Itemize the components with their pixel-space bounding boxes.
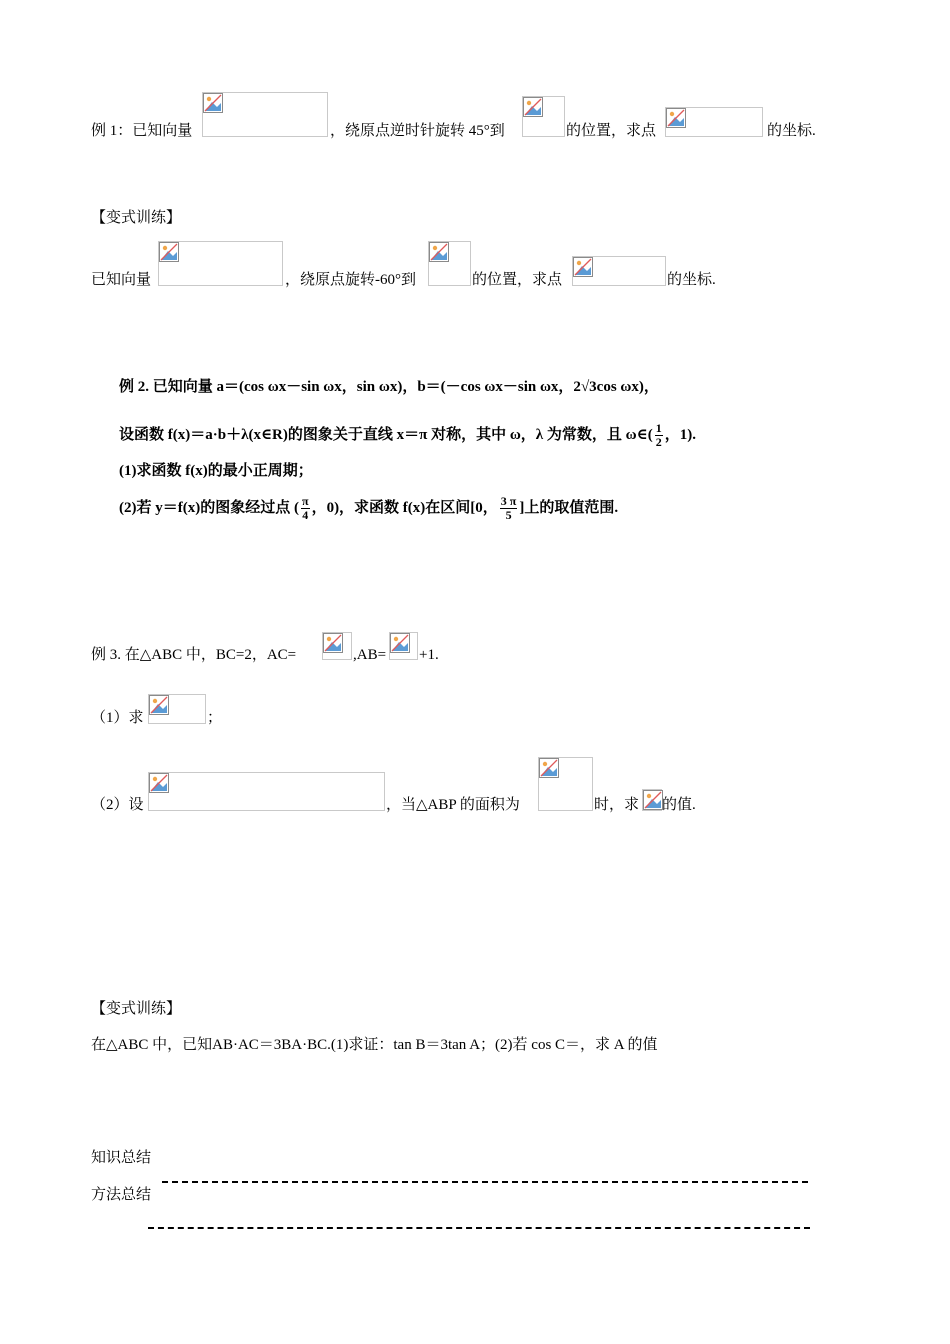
point-image-placeholder [665,107,763,137]
ex2-line4 [119,493,618,523]
variant1-mid2: 的位置，求点 [472,272,563,288]
ex2-line4-text: (2)若 y＝f(x)的图象经过点 ( [119,500,299,516]
broken-image-icon [390,633,410,653]
point-image-placeholder [572,256,666,286]
broken-image-icon [149,695,169,715]
ex2-line3: (1)求函数 f(x)的最小正周期； [119,463,313,479]
ex2-line1 [119,378,659,396]
frac-den: 5 [505,508,512,523]
ex2-line2 [119,420,696,450]
broken-image-icon [643,790,663,810]
q1-image-placeholder [148,694,206,724]
ex2-sqrt3: √3 [580,379,597,395]
ex3-q2-mid2: 时，求 [594,797,640,813]
ac-value-image-placeholder [322,632,352,660]
vector-image-placeholder [158,241,283,286]
variant2-text: 在△ABC 中，已知AB·AC＝3BA·BC.(1)求证：tan B＝3tan A；(2)若 cos C＝，求 A 的值 [91,1037,658,1053]
ex2-line4-tail: ]上的取值范围. [519,500,619,516]
knowledge-summary-line [162,1181,808,1183]
ex1-prefix: 例 1：已知向量 [91,123,193,139]
ex1-mid2: 的位置，求点 [566,123,657,139]
ex2-line1-text: 例 2. 已知向量 a＝(cos ωx－sin ωx，sin ωx)，b＝(－cos ωx－sin ωx，2 [119,379,581,395]
variant1-suffix: 的坐标. [667,272,716,288]
ab-value-image-placeholder [389,632,418,660]
ex3-q1-prefix: （1）求 [91,710,144,726]
ex3-suffix: +1. [419,647,439,663]
frac-num: 1 [655,421,662,436]
broken-image-icon [523,97,543,117]
broken-image-icon [159,242,179,262]
vector-image-placeholder [428,241,471,286]
ex3-prefix: 例 3. 在△ABC 中，BC=2，AC= [91,647,297,663]
ex2-line2-tail: ，1). [664,427,696,443]
ex1-mid1: ，绕原点逆时针旋转 45°到 [330,123,505,139]
fraction-one-half [655,422,663,449]
vector-image-placeholder [522,96,565,137]
broken-image-icon [573,257,593,277]
ex3-q2-prefix: （2）设 [91,797,144,813]
area-value-image-placeholder [538,757,593,811]
target-image-placeholder [642,789,662,811]
frac-den: 2 [655,435,662,450]
q2-condition-image-placeholder [148,772,385,811]
variant2-heading: 【变式训练】 [91,1001,182,1017]
frac-den: 4 [302,508,309,523]
fraction-pi-over-4 [301,495,310,522]
broken-image-icon [666,108,686,128]
frac-num: π [301,494,309,509]
ex3-q2-suffix: 的值. [662,797,696,813]
vector-image-placeholder [202,92,328,137]
frac-num: 3 π [500,494,517,509]
method-summary-line [148,1227,810,1229]
broken-image-icon [539,758,559,778]
ex2-line4-mid: ，0)，求函数 f(x)在区间[0， [311,500,498,516]
ex2-line2-text: 设函数 f(x)＝a·b＋λ(x∈R)的图象关于直线 x＝π 对称，其中 ω，λ 为常数，且 ω∈( [119,427,653,443]
ex1-suffix: 的坐标. [767,123,816,139]
variant1-heading: 【变式训练】 [91,210,182,226]
ex3-q1-suffix: ； [207,710,223,726]
variant1-mid1: ，绕原点旋转-60°到 [285,272,416,288]
ex3-q2-mid: ，当△ABP 的面积为 [386,797,520,813]
fraction-3pi-over-5 [500,495,518,522]
broken-image-icon [429,242,449,262]
broken-image-icon [149,773,169,793]
broken-image-icon [203,93,223,113]
ex2-line1-tail: cos ωx)， [596,379,659,395]
variant1-prefix: 已知向量 [91,272,152,288]
ex3-mid: ,AB= [353,647,387,663]
method-summary-label: 方法总结 [91,1187,152,1203]
broken-image-icon [323,633,343,653]
knowledge-summary-label: 知识总结 [91,1150,152,1166]
